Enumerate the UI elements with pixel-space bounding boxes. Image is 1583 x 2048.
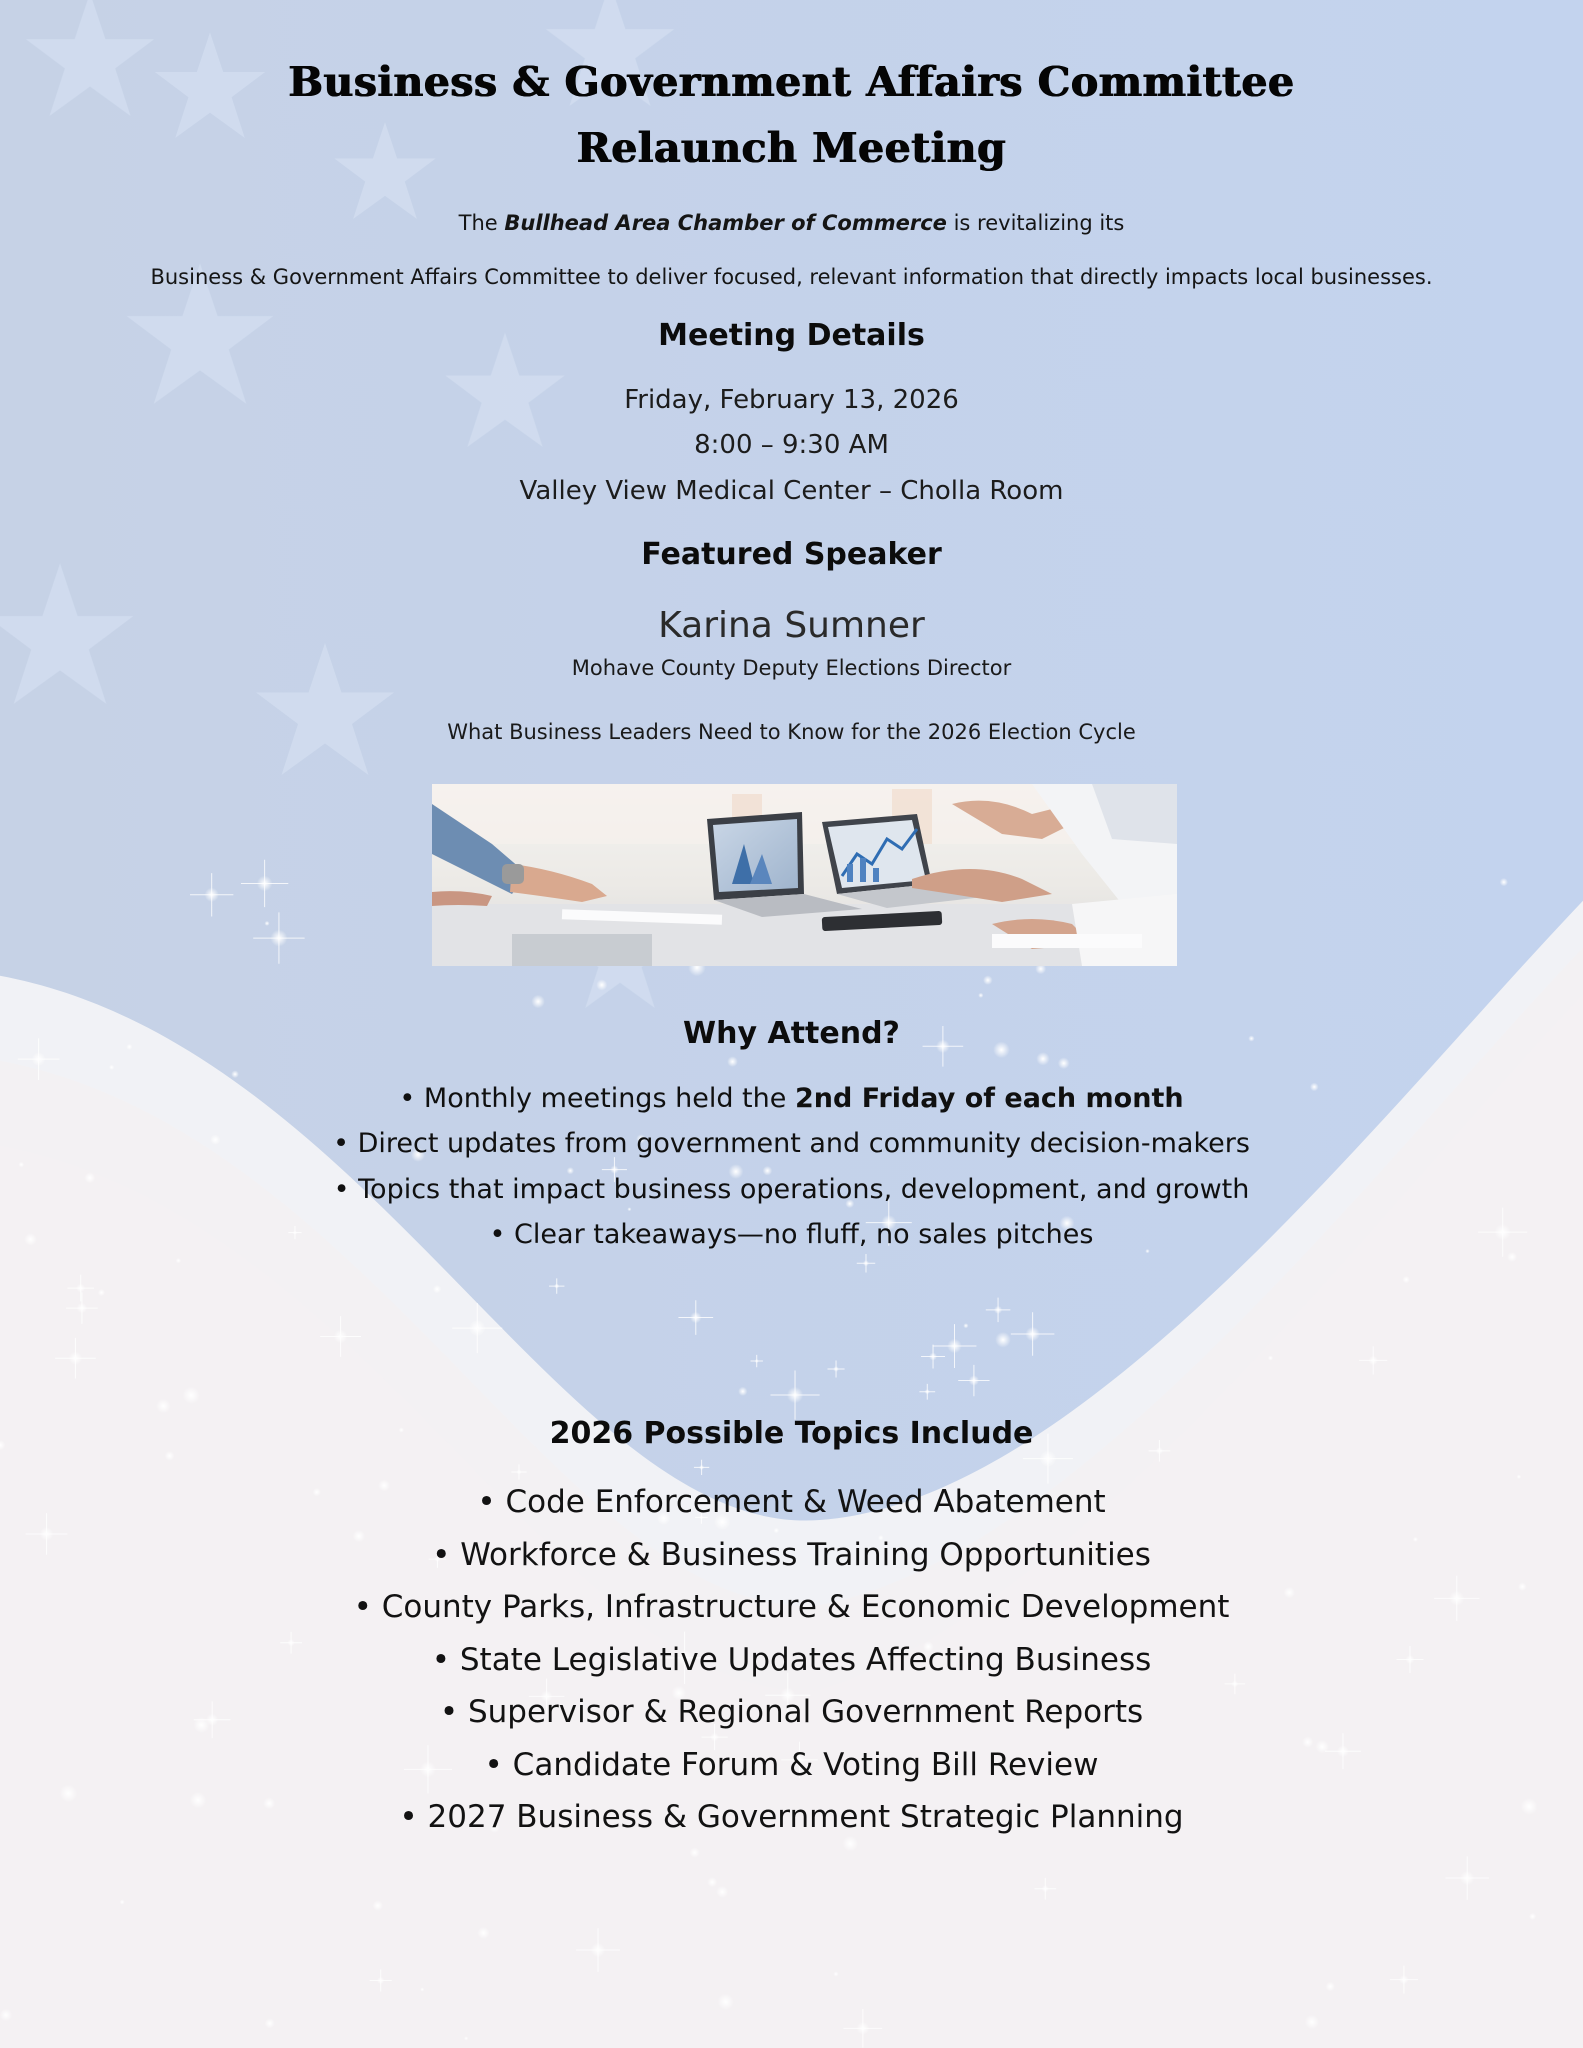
speaker-name: Karina Sumner: [658, 605, 925, 646]
intro-line-1: [0, 211, 1583, 235]
meeting-location: Valley View Medical Center – Cholla Room: [519, 476, 1064, 506]
title-line-1: Business & Government Affairs Committee: [288, 58, 1295, 106]
intro-line-2: Business & Government Affairs Committee to deliver focused, relevant information that directly impacts local businesses.: [150, 265, 1433, 289]
meeting-time: 8:00 – 9:30 AM: [694, 430, 889, 460]
title-line-2: Relaunch Meeting: [576, 124, 1007, 172]
topic-item: • 2027 Business & Government Strategic Planning: [399, 1799, 1184, 1835]
speaker-role: Mohave County Deputy Elections Director: [571, 656, 1012, 680]
why-item-2: • Direct updates from government and community decision-makers: [333, 1128, 1250, 1159]
topic-item: • Code Enforcement & Weed Abatement: [477, 1484, 1106, 1520]
why-item-1-text: • Monthly meetings held the: [399, 1083, 787, 1114]
talk-title: What Business Leaders Need to Know for the 2026 Election Cycle: [447, 720, 1136, 744]
topic-item: • County Parks, Infrastructure & Economic Development: [353, 1589, 1230, 1625]
why-item-3: • Topics that impact business operations, development, and growth: [333, 1174, 1250, 1205]
chamber-name: Bullhead Area Chamber of Commerce: [504, 211, 947, 235]
why-item-1-emphasis: 2nd Friday of each month: [794, 1083, 1184, 1114]
why-item-4: • Clear takeaways—no fluff, no sales pitches: [489, 1219, 1094, 1250]
topic-item: • Supervisor & Regional Government Reports: [439, 1694, 1144, 1730]
intro-prefix: The: [458, 211, 498, 235]
topic-item: • Candidate Forum & Voting Bill Review: [484, 1747, 1099, 1783]
featured-speaker-heading: Featured Speaker: [641, 537, 942, 572]
meeting-date: Friday, February 13, 2026: [624, 385, 959, 415]
topic-item: • State Legislative Updates Affecting Business: [431, 1642, 1152, 1678]
topics-heading: 2026 Possible Topics Include: [549, 1416, 1034, 1451]
why-attend-heading: Why Attend?: [683, 1016, 900, 1051]
meeting-details-heading: Meeting Details: [658, 318, 925, 353]
business-meeting-photo: [432, 784, 1177, 966]
topic-item: • Workforce & Business Training Opportunities: [432, 1537, 1151, 1573]
intro-suffix: is revitalizing its: [953, 211, 1125, 235]
why-item-1: [0, 1083, 1583, 1114]
